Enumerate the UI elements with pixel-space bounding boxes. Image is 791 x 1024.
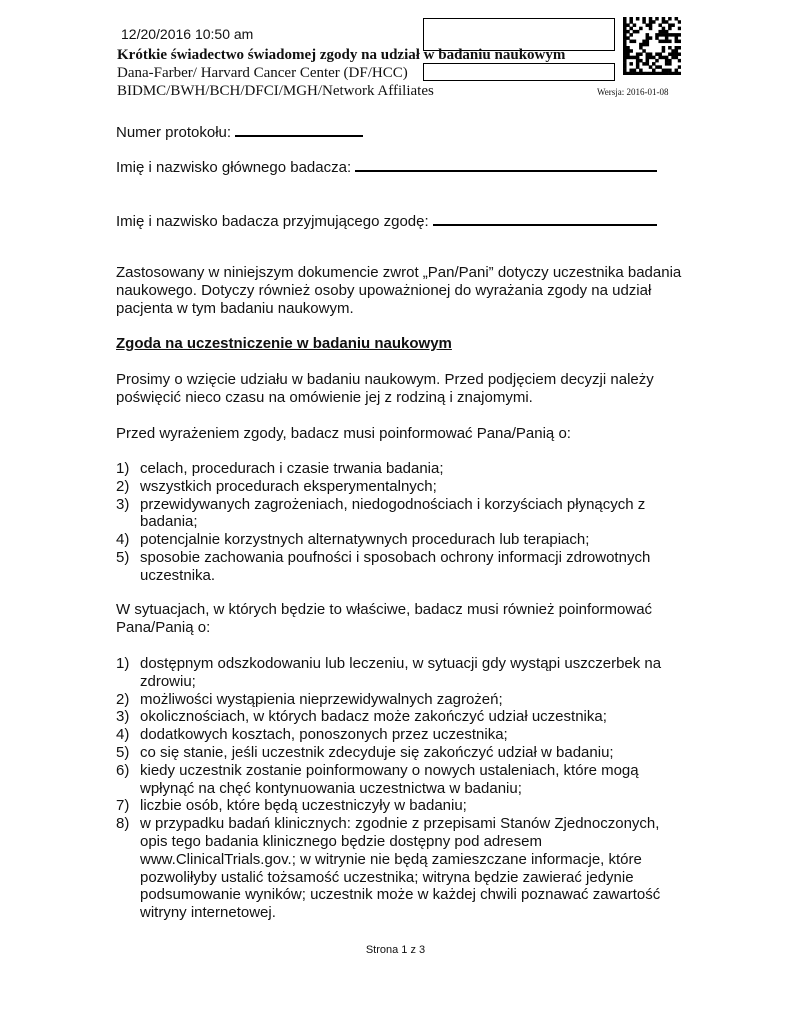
list-item-number: 4) <box>116 531 130 549</box>
intro-paragraph: Zastosowany w niniejszym dokumencie zwrot „Pan/Pani” dotyczy uczestnika badania naukowego. Dotyczy również osoby upoważnionej do wyrażania zgody na udział pacjenta w tym badaniu naukowym. <box>116 264 682 317</box>
list-item-text: w przypadku badań klinicznych: zgodnie z przepisami Stanów Zjednoczonych, opis tego badania klinicznego będzie dostępny pod adresem www.ClinicalTrials.gov.; w witrynie nie będą zamieszczane informacje, które pozwoliłyby ustalić tożsamość uczestnika; witryna będzie zawierać jedynie podsumowanie wyników; uczestnik może w każdej chwili poznawać zawartość witryny internetowej. <box>140 815 661 922</box>
section-heading: Zgoda na uczestniczenie w badaniu naukowym <box>116 335 452 352</box>
header-box-bottom <box>423 63 615 81</box>
list-item <box>116 531 676 549</box>
list-item-number: 5) <box>116 743 130 761</box>
list-item-number: 5) <box>116 548 130 566</box>
list-item <box>116 549 676 585</box>
consenting-investigator-field <box>116 210 657 230</box>
consenting-investigator-label: Imię i nazwisko badacza przyjmującego zgodę: <box>116 213 429 230</box>
list-item-text: wszystkich procedurach eksperymentalnych; <box>140 477 437 495</box>
list-item-number: 1) <box>116 655 130 672</box>
request-paragraph: Prosimy o wzięcie udziału w badaniu naukowym. Przed podjęciem decyzji należy poświęcić nieco czasu na omówienie jej z rodziną i znajomymi. <box>116 371 654 406</box>
additional-inform-paragraph: W sytuacjach, w których będzie to właściwe, badacz musi również poinformować Pana/Panią o: <box>116 601 653 636</box>
required-information-list <box>116 460 676 585</box>
list-item-text: celach, procedurach i czasie trwania badania; <box>140 460 444 477</box>
protocol-number-blank <box>235 121 363 137</box>
list-item <box>116 478 676 496</box>
list-item-text: dodatkowych kosztach, ponoszonych przez uczestnika; <box>140 726 508 744</box>
inform-paragraph: Przed wyrażeniem zgody, badacz musi poinformować Pana/Panią o: <box>116 425 571 442</box>
list-item <box>116 691 676 709</box>
list-item <box>116 726 676 744</box>
list-item-number: 4) <box>116 726 130 744</box>
principal-investigator-label: Imię i nazwisko głównego badacza: <box>116 159 352 176</box>
affiliates-line: BIDMC/BWH/BCH/DFCI/MGH/Network Affiliates <box>117 83 434 99</box>
list-item-number: 2) <box>116 690 130 708</box>
list-item-number: 3) <box>116 495 130 513</box>
list-item-number: 3) <box>116 708 130 726</box>
version-label: Wersja: 2016-01-08 <box>597 87 669 97</box>
list-item <box>116 655 676 691</box>
list-item-text: co się stanie, jeśli uczestnik zdecyduje się zakończyć udział w badaniu; <box>140 743 614 761</box>
protocol-number-field <box>116 121 363 141</box>
list-item-text: potencjalnie korzystnych alternatywnych procedurach lub terapiach; <box>140 531 590 549</box>
principal-investigator-blank <box>355 156 657 172</box>
list-item-number: 1) <box>116 460 130 477</box>
timestamp: 12/20/2016 10:50 am <box>121 26 254 42</box>
list-item-number: 6) <box>116 761 130 779</box>
list-item <box>116 708 676 726</box>
principal-investigator-field <box>116 156 657 176</box>
list-item-number: 8) <box>116 815 130 833</box>
list-item-number: 7) <box>116 797 130 815</box>
list-item <box>116 744 676 762</box>
list-item-text: kiedy uczestnik zostanie poinformowany o nowych ustaleniach, które mogą wpłynąć na chęć kontynuowania uczestnictwa w badaniu; <box>140 761 639 797</box>
institution-line: Dana-Farber/ Harvard Cancer Center (DF/HCC) <box>117 65 408 81</box>
document-title: Krótkie świadectwo świadomej zgody na udział w badaniu naukowym <box>117 47 566 63</box>
list-item-text: możliwości wystąpienia nieprzewidywalnych zagrożeń; <box>140 690 503 708</box>
additional-information-list <box>116 655 676 922</box>
list-item <box>116 797 676 815</box>
datamatrix-barcode-icon <box>623 17 681 75</box>
list-item-text: liczbie osób, które będą uczestniczyły w badaniu; <box>140 797 467 815</box>
list-item <box>116 460 676 478</box>
list-item-text: dostępnym odszkodowaniu lub leczeniu, w sytuacji gdy wystąpi uszczerbek na zdrowiu; <box>140 655 662 690</box>
list-item-text: okolicznościach, w których badacz może zakończyć udział uczestnika; <box>140 708 607 726</box>
protocol-number-label: Numer protokołu: <box>116 124 232 141</box>
list-item <box>116 496 676 532</box>
page-number: Strona 1 z 3 <box>365 944 426 956</box>
list-item-text: sposobie zachowania poufności i sposobach ochrony informacji zdrowotnych uczestnika. <box>140 548 651 584</box>
consenting-investigator-blank <box>433 210 657 226</box>
list-item <box>116 815 676 922</box>
list-item <box>116 762 676 798</box>
list-item-text: przewidywanych zagrożeniach, niedogodnościach i korzyściach płynących z badania; <box>140 495 646 531</box>
list-item-number: 2) <box>116 477 130 495</box>
